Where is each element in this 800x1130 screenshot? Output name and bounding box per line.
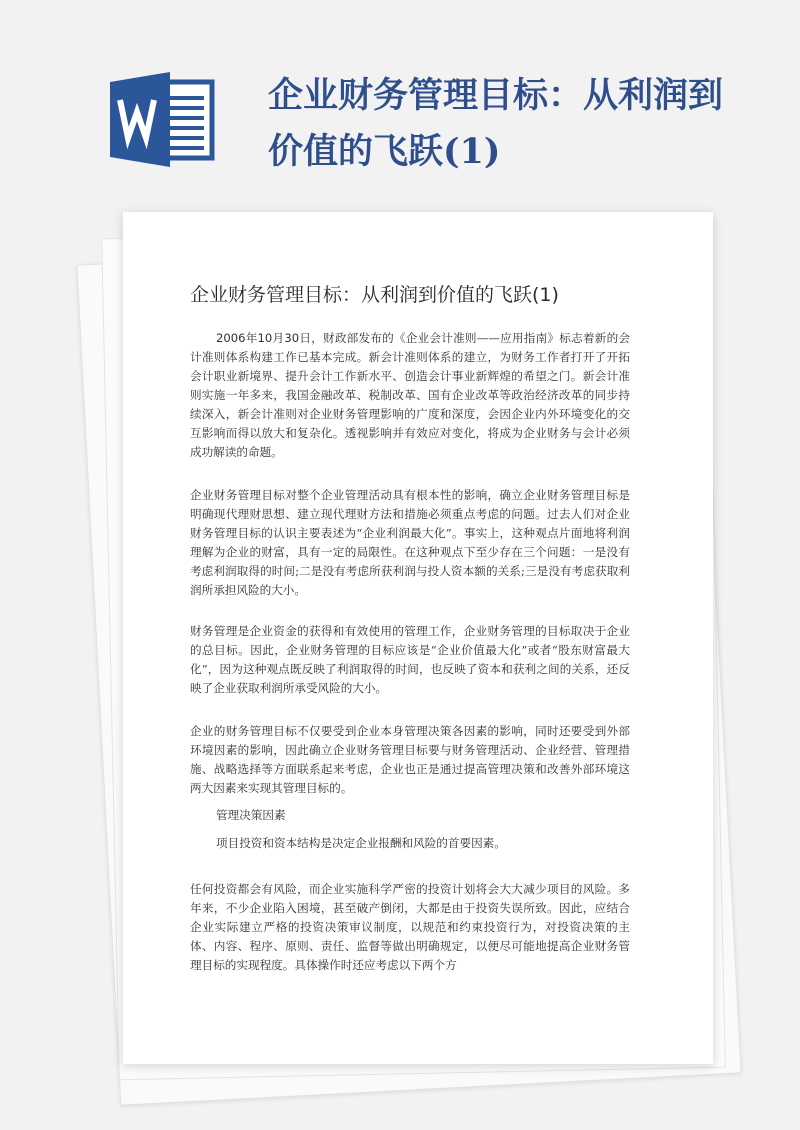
paragraph-6: 任何投资都会有风险，而企业实施科学严密的投资计划将会大大减少项目的风险。多年来，不少企业陷入困境，甚至破产倒闭，大都是由于投资失误所致。因此，应结合企业实际建立严格的投资决策审议制度，以规范和约束投资行为，对投资决策的主体、内容、程序、原则、责任、监督等做出明确规定，以便尽可能地提高企业财务管理目标的实现程度。具体操作时还应考虑以下两个方 xyxy=(190,882,630,972)
paragraph-1-body: ，财政部发布的《企业会计准则——应用指南》标志着新的会计准则体系构建工作已基本完成。新会计准则体系的建立，为财务工作者打开了开拓会计职业新境界、提升会计工作新水平、创造会计事业新辉煌的希望之门。新会计准则实施一年多来，我国金融改革、税制改革、国有企业改革等政治经济改革的同步持续深入，新会计准则对企业财务管理影响的广度和深度，会因企业内外环境变化的交互影响而得以放大和复杂化。透视影响并有效应对变化，将成为企业财务与会计必须成功解读的命题。 xyxy=(190,331,630,459)
paragraph-1 xyxy=(190,329,630,462)
section-heading: 管理决策因素 xyxy=(216,808,286,822)
banner-title xyxy=(268,68,738,180)
banner-title-line-1: 企业财务管理目标：从利润到 xyxy=(268,75,724,116)
word-document-icon xyxy=(110,72,215,167)
banner-title-line-2: 价值的飞跃(1) xyxy=(268,131,501,172)
paragraph-1-date: 2006年10月30日 xyxy=(216,331,312,345)
document-title: 企业财务管理目标：从利润到价值的飞跃(1) xyxy=(190,284,559,306)
paragraph-4: 企业的财务管理目标不仅要受到企业本身管理决策各因素的影响，同时还要受到外部环境因素的影响，因此确立企业财务管理目标要与财务管理活动、企业经营、管理措施、战略选择等方面联系起来考虑，企业也正是通过提高管理决策和改善外部环境这两大因素来实现其管理目标的。 xyxy=(190,724,630,795)
paragraph-5: 项目投资和资本结构是决定企业报酬和风险的首要因素。 xyxy=(216,836,506,850)
paragraph-2: 企业财务管理目标对整个企业管理活动具有根本性的影响，确立企业财务管理目标是明确现代理财思想、建立现代理财方法和措施必须重点考虑的问题。过去人们对企业财务管理目标的认识主要表述为“企业利润最大化”。事实上，这种观点片面地将利润理解为企业的财富，具有一定的局限性。在这种观点下至少存在三个问题：一是没有考虑利润取得的时间;二是没有考虑所获利润与投人资本额的关系;三是没有考虑获取利润所承担风险的大小。 xyxy=(190,488,630,597)
paragraph-3: 财务管理是企业资金的获得和有效使用的管理工作，企业财务管理的目标取决于企业的总目标。因此，企业财务管理的目标应该是“企业价值最大化”或者“股东财富最大化”，因为这种观点既反映了利润取得的时间，也反映了资本和获利之间的关系，还反映了企业获取利润所承受风险的大小。 xyxy=(190,624,630,695)
